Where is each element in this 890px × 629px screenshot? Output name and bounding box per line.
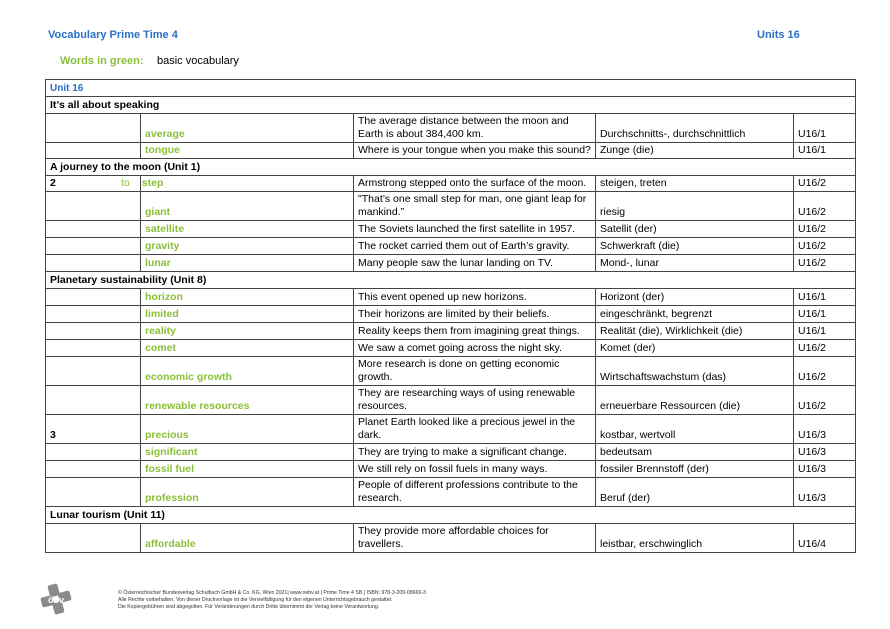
- exercise-number: [46, 143, 141, 159]
- vocab-row: [46, 221, 856, 238]
- vocab-row: [46, 289, 856, 306]
- vocab-row: [46, 238, 856, 255]
- vocabulary-table-body: [46, 80, 856, 553]
- example-sentence: The Soviets launched the first satellite in 1957.: [354, 221, 596, 238]
- word-prefix: to: [121, 177, 130, 189]
- exercise-number: [46, 478, 141, 507]
- exercise-number: [46, 444, 141, 461]
- german-translation: riesig: [596, 192, 794, 221]
- vocab-word-cell: [141, 461, 354, 478]
- german-translation: fossiler Brennstoff (der): [596, 461, 794, 478]
- exercise-number: [46, 238, 141, 255]
- vocab-word-cell: [141, 192, 354, 221]
- vocab-word: affordable: [145, 538, 196, 550]
- vocabulary-table: [45, 79, 856, 553]
- exercise-number: 3: [46, 415, 141, 444]
- vocab-word: lunar: [145, 257, 171, 269]
- german-translation: bedeutsam: [596, 444, 794, 461]
- exercise-number: [46, 461, 141, 478]
- section-title: Planetary sustainability (Unit 8): [46, 272, 856, 289]
- document-title: Vocabulary Prime Time 4: [48, 29, 178, 41]
- german-translation: Zunge (die): [596, 143, 794, 159]
- vocab-word: reality: [145, 325, 176, 337]
- vocab-word: average: [145, 128, 185, 140]
- example-sentence: People of different professions contribute to the research.: [354, 478, 596, 507]
- vocab-word: tongue: [145, 144, 180, 156]
- example-sentence: They provide more affordable choices for travellers.: [354, 524, 596, 553]
- vocab-word-cell: [141, 323, 354, 340]
- example-sentence: More research is done on getting economic growth.: [354, 357, 596, 386]
- unit-reference: U16/2: [794, 176, 856, 192]
- oebv-logo-icon: [40, 583, 72, 615]
- copyright-footer: [118, 590, 426, 611]
- example-sentence: We still rely on fossil fuels in many ways.: [354, 461, 596, 478]
- vocab-word: precious: [145, 429, 189, 441]
- vocab-word-cell: [141, 444, 354, 461]
- unit-reference: U16/1: [794, 143, 856, 159]
- german-translation: kostbar, wertvoll: [596, 415, 794, 444]
- vocab-row: [46, 444, 856, 461]
- german-translation: Satellit (der): [596, 221, 794, 238]
- footer-line-1: © Österreichischer Bundesverlag Schulbuch GmbH & Co. KG, Wien 2021| www.oebv.at | Prime Time 4 SB | ISBN: 978-3-209-08669-3: [118, 590, 426, 596]
- unit-reference: U16/3: [794, 461, 856, 478]
- unit-reference: U16/2: [794, 340, 856, 357]
- exercise-number: [46, 221, 141, 238]
- unit-reference: U16/1: [794, 306, 856, 323]
- vocab-word-cell: [141, 306, 354, 323]
- exercise-number: [46, 306, 141, 323]
- example-sentence: The average distance between the moon and Earth is about 384,400 km.: [354, 114, 596, 143]
- unit-header-row: [46, 80, 856, 97]
- vocab-row: [46, 255, 856, 272]
- vocab-row: [46, 415, 856, 444]
- example-sentence: Planet Earth looked like a precious jewel in the dark.: [354, 415, 596, 444]
- exercise-number: [46, 357, 141, 386]
- exercise-number: [46, 289, 141, 306]
- unit-reference: U16/2: [794, 192, 856, 221]
- vocab-row: [46, 478, 856, 507]
- vocab-word-cell: [141, 143, 354, 159]
- vocab-row: [46, 357, 856, 386]
- vocab-word-cell: [141, 415, 354, 444]
- vocab-row: [46, 386, 856, 415]
- unit-reference: U16/2: [794, 357, 856, 386]
- unit-reference: U16/4: [794, 524, 856, 553]
- vocab-word-cell: [141, 386, 354, 415]
- unit-reference: U16/1: [794, 323, 856, 340]
- unit-reference: U16/3: [794, 415, 856, 444]
- exercise-number: [46, 340, 141, 357]
- german-translation: erneuerbare Ressourcen (die): [596, 386, 794, 415]
- unit-reference: U16/2: [794, 255, 856, 272]
- unit-reference: U16/3: [794, 444, 856, 461]
- vocab-word: significant: [145, 446, 198, 458]
- example-sentence: The rocket carried them out of Earth’s gravity.: [354, 238, 596, 255]
- vocab-row: [46, 323, 856, 340]
- unit-reference: U16/2: [794, 386, 856, 415]
- vocab-row: [46, 143, 856, 159]
- german-translation: leistbar, erschwinglich: [596, 524, 794, 553]
- example-sentence: Where is your tongue when you make this sound?: [354, 143, 596, 159]
- vocab-word-cell: [141, 340, 354, 357]
- exercise-number: [46, 524, 141, 553]
- vocab-row: [46, 114, 856, 143]
- german-translation: Beruf (der): [596, 478, 794, 507]
- vocab-row: [46, 340, 856, 357]
- vocab-word: gravity: [145, 240, 180, 252]
- german-translation: Durchschnitts-, durchschnittlich: [596, 114, 794, 143]
- exercise-number: [46, 255, 141, 272]
- example-sentence: Many people saw the lunar landing on TV.: [354, 255, 596, 272]
- example-sentence: "That’s one small step for man, one giant leap for mankind.”: [354, 192, 596, 221]
- vocab-word-cell: [141, 255, 354, 272]
- exercise-number: [46, 323, 141, 340]
- example-sentence: Reality keeps them from imagining great things.: [354, 323, 596, 340]
- german-translation: Realität (die), Wirklichkeit (die): [596, 323, 794, 340]
- german-translation: Wirtschaftswachstum (das): [596, 357, 794, 386]
- unit-reference: U16/2: [794, 221, 856, 238]
- vocab-word: satellite: [145, 223, 185, 235]
- vocab-row: [46, 306, 856, 323]
- example-sentence: Their horizons are limited by their beliefs.: [354, 306, 596, 323]
- vocab-word: giant: [145, 206, 171, 218]
- vocab-word-cell: [141, 357, 354, 386]
- section-row: [46, 97, 856, 114]
- footer-line-2: Alle Rechte vorbehalten. Von dieser Druckvorlage ist die Vervielfältigung für den eigenen Unterrichtsgebrauch gestattet.: [118, 597, 393, 603]
- vocab-word-cell: [141, 238, 354, 255]
- section-title: Lunar tourism (Unit 11): [46, 507, 856, 524]
- vocab-word-cell: [141, 524, 354, 553]
- unit-reference: U16/1: [794, 289, 856, 306]
- logo-text: öbv: [47, 595, 65, 605]
- unit-reference: U16/2: [794, 238, 856, 255]
- section-title: It’s all about speaking: [46, 97, 856, 114]
- unit-reference: U16/1: [794, 114, 856, 143]
- vocab-word-cell: [121, 176, 354, 192]
- vocab-word: renewable resources: [145, 400, 250, 412]
- vocab-word: limited: [145, 308, 179, 320]
- example-sentence: They are researching ways of using renewable resources.: [354, 386, 596, 415]
- section-title: A journey to the moon (Unit 1): [46, 159, 856, 176]
- unit-label: Unit 16: [46, 80, 856, 97]
- vocab-word: comet: [145, 342, 176, 354]
- german-translation: Horizont (der): [596, 289, 794, 306]
- footer-line-3: Die Kopiergebühren sind abgegolten. Für Veränderungen durch Dritte übernimmt der Verlag keine Verantwortung.: [118, 604, 380, 610]
- section-row: [46, 507, 856, 524]
- section-row: [46, 272, 856, 289]
- section-row: [46, 159, 856, 176]
- vocab-word-cell: [141, 478, 354, 507]
- example-sentence: Armstrong stepped onto the surface of the moon.: [354, 176, 596, 192]
- vocab-word-cell: [141, 221, 354, 238]
- unit-reference: U16/3: [794, 478, 856, 507]
- vocab-word: step: [141, 177, 164, 189]
- vocab-row: [46, 461, 856, 478]
- example-sentence: We saw a comet going across the night sky.: [354, 340, 596, 357]
- exercise-number: [46, 114, 141, 143]
- exercise-number: [46, 192, 141, 221]
- vocab-word-cell: [141, 289, 354, 306]
- vocab-word: fossil fuel: [145, 463, 195, 475]
- german-translation: steigen, treten: [596, 176, 794, 192]
- vocab-word-cell: [141, 114, 354, 143]
- german-translation: Komet (der): [596, 340, 794, 357]
- example-sentence: They are trying to make a significant change.: [354, 444, 596, 461]
- vocab-word: profession: [145, 492, 199, 504]
- german-translation: eingeschränkt, begrenzt: [596, 306, 794, 323]
- vocab-word: economic growth: [145, 371, 232, 383]
- german-translation: Mond-, lunar: [596, 255, 794, 272]
- vocab-row: [46, 176, 856, 192]
- example-sentence: This event opened up new horizons.: [354, 289, 596, 306]
- vocab-row: [46, 524, 856, 553]
- exercise-number: 2: [46, 176, 141, 192]
- units-label: Units 16: [757, 29, 800, 41]
- legend-label: Words in green:: [60, 55, 144, 67]
- legend-text: basic vocabulary: [157, 55, 239, 67]
- vocab-row: [46, 192, 856, 221]
- vocab-word: horizon: [145, 291, 183, 303]
- german-translation: Schwerkraft (die): [596, 238, 794, 255]
- exercise-number: [46, 386, 141, 415]
